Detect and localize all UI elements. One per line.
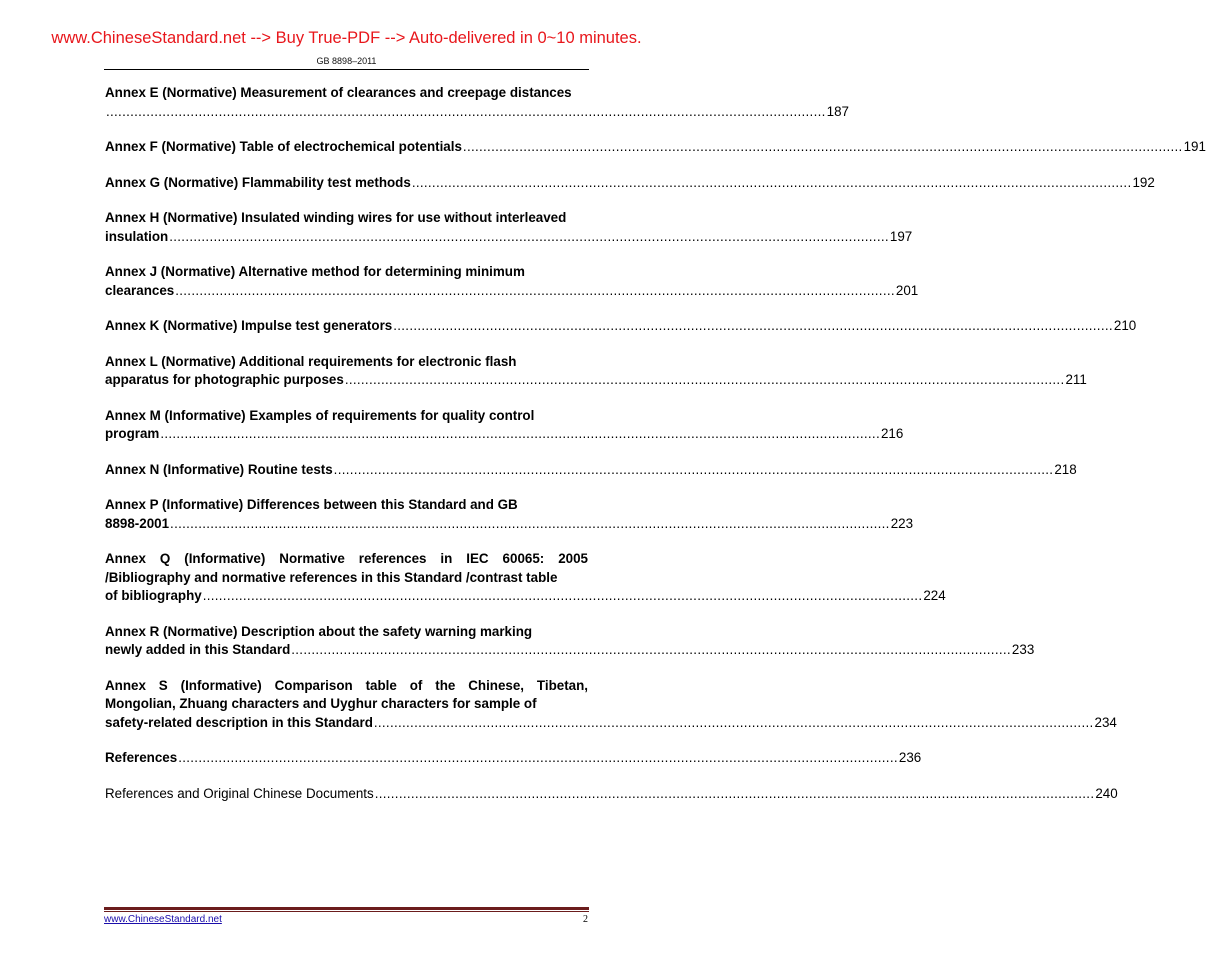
toc-entry-annex-h[interactable] (105, 209, 913, 246)
toc-entry-title: References and Original Chinese Documents (105, 785, 374, 801)
toc-entry-title-tail: program (105, 426, 160, 441)
footer-divider-thick (104, 907, 589, 910)
toc-entry-title: Annex E (Normative) Measurement of clearances and creepage distances (105, 85, 572, 100)
toc-leader-dots: ................................................................................................................................................................................... (175, 282, 895, 298)
toc-page-number: 187 (826, 103, 849, 119)
toc-leader-dots: ................................................................................................................................................................................... (344, 372, 1065, 387)
standard-code-header: GB 8898–2011 (316, 56, 377, 66)
toc-page-number: 192 (1132, 174, 1155, 190)
toc-entry-annex-e[interactable] (105, 84, 849, 121)
toc-leader-dots: ................................................................................................................................................................................... (462, 139, 1183, 154)
toc-page-number: 240 (1095, 785, 1118, 801)
toc-entry-title-tail: clearances (105, 282, 175, 298)
toc-leader-dots: ................................................................................................................................................................................... (169, 228, 889, 244)
toc-entry-title-tail: 8898-2001 (105, 515, 170, 531)
toc-page-number: 216 (880, 426, 904, 441)
toc-leader-dots: ................................................................................................................................................................................... (374, 785, 1095, 801)
toc-page-number: 201 (895, 282, 919, 298)
toc-entry-title-tail: newly added in this Standard (105, 642, 291, 657)
toc-entry-annex-f[interactable] (105, 138, 1206, 157)
toc-entry-title: Annex K (Normative) Impulse test generators (105, 318, 393, 333)
toc-entry-title-tail: insulation (105, 228, 169, 244)
toc-entry-title-line: Annex H (Normative) Insulated winding wires for use without interleaved (105, 210, 567, 225)
toc-entry-title-line: Annex L (Normative) Additional requirements for electronic flash (105, 353, 517, 369)
toc-entry-annex-r[interactable] (105, 623, 1035, 660)
toc-entry-original-documents[interactable] (105, 785, 1118, 804)
toc-entry-title: Annex N (Informative) Routine tests (105, 461, 333, 477)
toc-entry-annex-l[interactable] (105, 353, 1087, 390)
toc-entry-annex-q[interactable] (105, 550, 946, 606)
toc-leader-dots: ................................................................................................................................................................................... (291, 642, 1011, 657)
toc-leader-dots: ................................................................................................................................................................................... (333, 461, 1054, 477)
toc-entry-title-line: Annex P (Informative) Differences between this Standard and GB (105, 497, 518, 512)
toc-entry-title-line: Annex Q (Informative) Normative references in IEC 60065: 2005 /Bibliography and normative references in this Standard /contrast table (105, 551, 588, 585)
toc-page-number: 236 (898, 750, 922, 765)
toc-entry-references[interactable] (105, 749, 922, 768)
toc-leader-dots: ................................................................................................................................................................................... (170, 515, 890, 531)
toc-leader-dots: ................................................................................................................................................................................... (202, 588, 923, 603)
toc-leader-dots: ................................................................................................................................................................................... (160, 426, 880, 441)
toc-leader-dots: ................................................................................................................................................................................... (106, 103, 826, 119)
toc-entry-title-tail: apparatus for photographic purposes (105, 372, 344, 387)
promo-banner[interactable]: www.ChineseStandard.net --> Buy True-PDF --> Auto-delivered in 0~10 minutes. (51, 29, 642, 47)
toc-entry-annex-p[interactable] (105, 496, 914, 533)
header-divider (104, 69, 589, 70)
toc-entry-annex-s[interactable] (105, 677, 1117, 733)
toc-page-number: 211 (1065, 372, 1087, 387)
toc-entry-title-line: Annex J (Normative) Alternative method for determining minimum (105, 264, 525, 279)
toc-page-number: 223 (890, 515, 914, 531)
toc-page-number: 210 (1113, 318, 1137, 333)
toc-entry-title: References (105, 750, 178, 765)
toc-entry-title-line: Annex R (Normative) Description about the safety warning marking (105, 623, 533, 639)
toc-entry-annex-j[interactable] (105, 263, 919, 300)
footer-page-number: 2 (583, 914, 588, 925)
toc-entry-title: Annex G (Normative) Flammability test methods (105, 174, 411, 190)
toc-page-number: 197 (889, 228, 913, 244)
toc-entry-title-line: Annex S (Informative) Comparison table of the Chinese, Tibetan, Mongolian, Zhuang characters and Uyghur characters for sample of (105, 677, 588, 711)
toc-entry-title-tail: safety-related description in this Standard (105, 714, 373, 730)
toc-page-number: 233 (1011, 642, 1035, 657)
toc-entry-title-line: Annex M (Informative) Examples of requirements for quality control (105, 407, 535, 423)
toc-leader-dots: ................................................................................................................................................................................... (373, 714, 1094, 730)
toc-page-number: 191 (1183, 139, 1206, 154)
footer-divider-thin (104, 911, 589, 912)
table-of-contents (105, 84, 1206, 820)
footer-website-link[interactable]: www.ChineseStandard.net (104, 914, 222, 925)
toc-page-number: 234 (1094, 714, 1117, 730)
toc-entry-title: Annex F (Normative) Table of electrochemical potentials (105, 139, 462, 154)
toc-entry-title-tail: of bibliography (105, 588, 202, 603)
toc-leader-dots: ................................................................................................................................................................................... (178, 750, 898, 765)
toc-entry-annex-m[interactable] (105, 407, 904, 444)
toc-page-number: 224 (923, 588, 946, 603)
toc-entry-annex-g[interactable] (105, 174, 1155, 193)
toc-entry-annex-n[interactable] (105, 461, 1077, 480)
toc-leader-dots: ................................................................................................................................................................................... (411, 174, 1132, 190)
toc-entry-annex-k[interactable] (105, 317, 1137, 336)
toc-leader-dots: ................................................................................................................................................................................... (393, 318, 1113, 333)
toc-page-number: 218 (1054, 461, 1077, 477)
